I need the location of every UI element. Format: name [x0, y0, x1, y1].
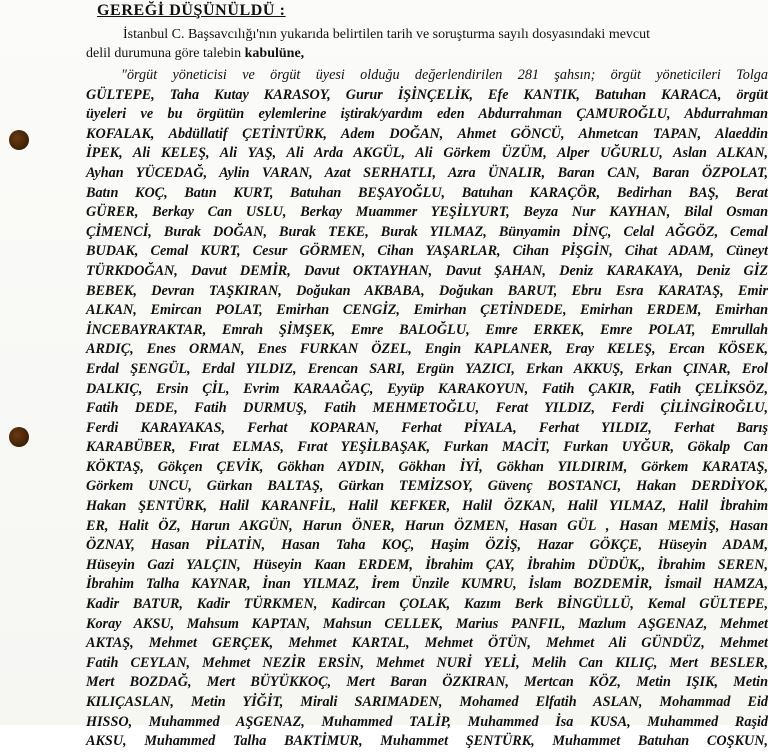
paragraph-line: ER, Halit ÖZ, Harun AKGÜN, Harun ÖNER, Harun ÖZMEN, Hasan GÜL , Hasan MEMİŞ, Hasan: [86, 517, 768, 534]
paragraph-line: ARDIÇ, Enes ORMAN, Enes FURKAN ÖZEL, Engin KAPLANER, Eray KELEŞ, Ercan KÖSEK,: [86, 341, 768, 358]
paragraph-line: Kadir BATUR, Kadir TÜRKMEN, Kadircan ÇOLAK, Kazım Berk BİNGÜLLÜ, Kemal GÜLTEPE,: [86, 596, 768, 613]
section-heading: GEREĞİ DÜŞÜNÜLDÜ :: [97, 2, 286, 19]
paragraph-line: Erdal ŞENGÜL, Erdal YILDIZ, Erencan SARI, Ergün YAZICI, Erkan AKKUŞ, Erkan ÇINAR, Erol: [86, 360, 768, 377]
paragraph-line: Fatih DEDE, Fatih DURMUŞ, Fatih MEHMETOĞLU, Ferat YILDIZ, Ferdi ÇİLİNGİROĞLU,: [86, 400, 768, 417]
paragraph-line: Ayhan YÜCEDAĞ, Aylin VARAN, Azat SERHATLI, Azra ÜNALIR, Baran CAN, Baran ÖZPOLAT,: [86, 164, 768, 181]
paragraph-line: ALKAN, Emircan POLAT, Emirhan CENGİZ, Emirhan ÇETİNDEDE, Emirhan ERDEM, Emirhan: [86, 302, 768, 319]
punch-hole-bottom: [9, 427, 29, 447]
paragraph-line: Fatih CEYLAN, Mehmet NEZİR ERSİN, Mehmet NURİ YELİ, Melih Can KILIÇ, Mert BESLER,: [86, 654, 768, 671]
paragraph-line: TÜRKDOĞAN, Davut DEMİR, Davut OKTAYHAN, Davut ŞAHAN, Deniz KARAKAYA, Deniz GİZ: [86, 262, 768, 279]
paragraph-line: "örgüt yöneticisi ve örgüt üyesi olduğu değerlendirilen 281 şahsın; örgüt yöneticileri Tolga: [121, 67, 768, 83]
names-paragraph: [86, 66, 768, 752]
paragraph-line: HISSO, Muhammed AŞGENAZ, Muhammed TALİP, Muhammed İsa KUSA, Muhammed Raşid: [86, 713, 768, 730]
paragraph-line: Koray AKSU, Mahsum KAPTAN, Mahsun CELLEK, Marius PANFIL, Mazlum AŞGENAZ, Mehmet: [86, 615, 768, 632]
paragraph-line: DALKIÇ, Ersin ÇİL, Evrim KARAAĞAÇ, Eyyüp KARAKOYUN, Fatih ÇAKIR, Fatih ÇELİKSÖZ,: [86, 380, 768, 397]
paragraph-line: Görkem UNCU, Gürkan BALTAŞ, Gürkan TEMİZSOY, Güvenç BOSTANCI, Hakan DERDİYOK,: [86, 478, 768, 495]
paragraph-line: üyeleri ve bu örgütün eylemlerine iştirak/yardım eden Abdurrahman ÇAMUROĞLU, Abdurrahman: [86, 106, 768, 123]
paragraph-line: ÇİMENCİ, Burak DOĞAN, Burak TEKE, Burak YILMAZ, Bünyamin DİNÇ, Celal AĞGÖZ, Cemal: [86, 223, 768, 240]
paragraph-line: İPEK, Ali KELEŞ, Ali YAŞ, Ali Arda AKGÜL, Ali Görkem ÜZÜM, Alper UĞURLU, Aslan ALKAN,: [86, 145, 768, 162]
intro-line-2-text: delil durumuna göre talebin: [86, 46, 242, 61]
paragraph-line: BUDAK, Cemal KURT, Cesur GÖRMEN, Cihan YAŞARLAR, Cihan PİŞGİN, Cihat ADAM, Cüneyt: [86, 243, 768, 260]
paragraph-line: ÖZNAY, Hasan PİLATİN, Hasan Taha KOÇ, Haşim ÖZİŞ, Hazar GÖKÇE, Hüseyin ADAM,: [86, 537, 768, 554]
paragraph-line: İbrahim Talha KAYNAR, İnan YILMAZ, İrem Ünzile KUMRU, İslam BOZDEMİR, İsmail HAMZA,: [86, 576, 768, 593]
paragraph-line: KOFALAK, Abdüllatif ÇETİNTÜRK, Adem DOĞAN, Ahmet GÖNCÜ, Ahmetcan TAPAN, Alaeddin: [86, 125, 768, 142]
paragraph-line: GÜLTEPE, Taha Kutay KARASOY, Gurur İŞİNÇELİK, Efe KANTIK, Batuhan KARACA, örgüt: [86, 86, 768, 103]
paragraph-line: Ferdi KARAYAKAS, Ferhat KOPARAN, Ferhat PİYALA, Ferhat YILDIZ, Ferhat Barış: [86, 419, 768, 436]
intro-line-1: İstanbul C. Başsavcılığı'nın yukarıda belirtilen tarih ve soruşturma sayılı dosyasındaki mevcut: [123, 27, 651, 42]
decision-keyword: kabulüne,: [244, 46, 305, 61]
punch-hole-top: [9, 130, 29, 150]
paragraph-line: AKTAŞ, Mehmet GERÇEK, Mehmet KARTAL, Mehmet ÖTÜN, Mehmet Ali GÜNDÜZ, Mehmet: [86, 635, 768, 652]
paragraph-line: KARABÜBER, Fırat ELMAS, Fırat YEŞİLBAŞAK, Furkan MACİT, Furkan UYĞUR, Gökalp Can: [86, 439, 768, 456]
paragraph-line: KÖKTAŞ, Gökçen ÇEVİK, Gökhan AYDIN, Gökhan İYİ, Gökhan YILDIRIM, Görkem KARATAŞ,: [86, 458, 768, 475]
paragraph-line: AKSU, Muhammed Talha BAKTİMUR, Muhammet ŞENTÜRK, Muhammet Batuhan COŞKUN,: [86, 733, 768, 750]
paragraph-line: Batın KOÇ, Batın KURT, Batuhan BEŞAYOĞLU, Batuhan KARAÇÖR, Bedirhan BAŞ, Berat: [86, 184, 768, 201]
intro-line-2: [86, 44, 304, 63]
paragraph-line: BEBEK, Devran TAŞKIRAN, Doğukan AKBABA, Doğukan BARUT, Ebru Esra KARATAŞ, Emir: [86, 282, 768, 299]
paragraph-line: Hakan ŞENTÜRK, Halil KARANFİL, Halil KEFKER, Halil ÖZKAN, Halil YILMAZ, Halil İbrahim: [86, 498, 768, 515]
paragraph-line: GÜRER, Berkay Can USLU, Berkay Muammer YEŞİLYURT, Beyza Nur KAYHAN, Bilal Osman: [86, 204, 768, 221]
paragraph-line: KILIÇASLAN, Metin YİĞİT, Mirali SARIMADEN, Mohamed Elfatih ASLAN, Mohammad Eid: [86, 694, 768, 710]
paragraph-line: İNCEBAYRAKTAR, Emrah ŞİMŞEK, Emre BALOĞLU, Emre ERKEK, Emre POLAT, Emrullah: [86, 321, 768, 338]
paragraph-line: Mert BOZDAĞ, Mert BÜYÜKKOÇ, Mert Baran ÖZKIRAN, Mertcan KÖZ, Metin IŞIK, Metin: [86, 674, 768, 691]
paragraph-line: Hüseyin Gazi YALÇIN, Hüseyin Kaan ERDEM, İbrahim ÇAY, İbrahim DÜDÜK,, İbrahim SEREN,: [86, 556, 768, 573]
